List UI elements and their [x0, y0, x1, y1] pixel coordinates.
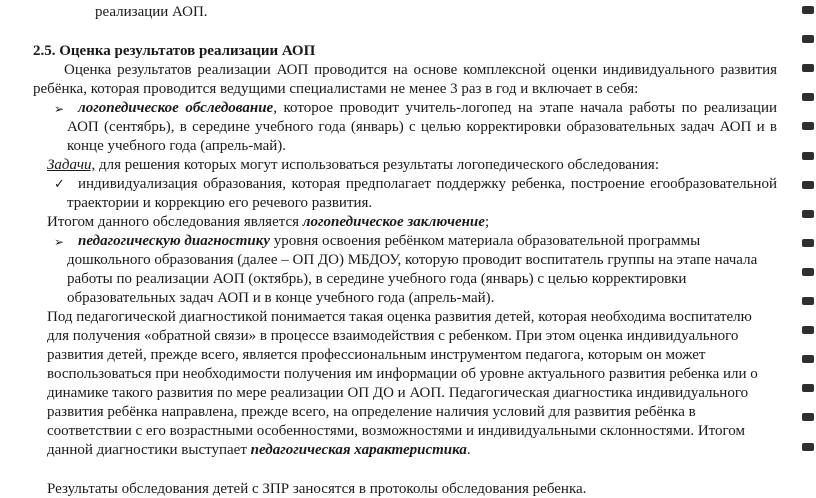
edge-artifact-mark	[802, 122, 814, 130]
edge-artifact-mark	[802, 210, 814, 218]
edge-artifact-mark	[802, 181, 814, 189]
text-run: .	[466, 442, 471, 458]
text-run: педагогическую диагностику	[78, 233, 271, 249]
paragraph-tasks-line	[47, 156, 777, 175]
text-run: ;	[484, 214, 490, 230]
text-run: Итогом данного обследования является	[47, 214, 303, 230]
edge-artifact-mark	[802, 6, 814, 14]
text-run: Оценка результатов реализации АОП проводится на основе комплексной оценки индивидуального развития ребёнка, которая проводится ведущими специалистами не менее 3 раз в год и включает в себя:	[33, 62, 777, 97]
edge-artifact-mark	[802, 413, 814, 421]
document-content	[0, 3, 816, 498]
text-run: реализации АОП.	[95, 4, 208, 20]
paragraph-pedagogical-diagnostics-paragraph	[47, 308, 777, 460]
text-run: Результаты обследования детей с ЗПР заносятся в протоколы обследования ребенка.	[47, 481, 587, 497]
text-run: 2.5. Оценка результатов реализации АОП	[33, 43, 316, 59]
text-run: , которое проводит учитель-логопед на этапе начала работы по реализации АОП (сентябрь), в середине учебного года (январь) с целью корректировки образовательных задач АОП и в конце учебного года (апрель-май).	[67, 100, 778, 154]
paragraph-bullet-pedagogical-diagnostics	[54, 232, 777, 308]
paragraph-bullet-individualization	[54, 175, 777, 213]
paragraph-previous-paragraph-tail	[95, 3, 777, 22]
edge-artifact-mark	[802, 355, 814, 363]
edge-artifact-mark	[802, 239, 814, 247]
edge-artifact-mark	[802, 268, 814, 276]
arrow-bullet-icon: ➢	[54, 235, 65, 249]
edge-artifact-mark	[802, 64, 814, 72]
text-run: Под педагогической диагностикой понимается такая оценка развития детей, которая необходима воспитателю для получения «обратной связи» в процессе взаимодействия с ребенком. При этом оценка индивидуального развития детей, прежде всего, является профессиональным инструментом педагога, которым он может воспользоваться при необходимости получения им информации об уровне актуального развития ребенка или о динамике такого развития по мере реализации ОП ДО и АОП. Педагогическая диагностика индивидуального развития ребёнка направлена, прежде всего, на определение наличия условий для развития ребёнка в соответствии с его возрастными особенностями, возможностями и индивидуальными склонностями. Итогом данной диагностики выступает	[47, 309, 758, 458]
text-run: логопедическое обследование	[78, 100, 274, 116]
text-run: уровня освоения ребёнком материала образовательной программы дошкольного образования (далее – ОП ДО) МБДОУ, которую проводит воспитатель группы на этапе начала работы по реализации АОП (октябрь), в середине учебного года (январь) с целью корректировки образовательных задач АОП и в конце учебного года (апрель-май).	[67, 233, 758, 306]
paragraph-zpr-protocols-line	[47, 480, 777, 498]
text-run: для решения которых могут использоваться результаты логопедического обследования:	[95, 157, 659, 173]
edge-artifact-mark	[802, 152, 814, 160]
text-run: индивидуализация образования, которая предполагает поддержку ребенка, построение егообразовательной траектории и коррекцию его речевого развития.	[67, 176, 777, 211]
paragraph-examination-result-line	[47, 213, 777, 232]
text-run: логопедическое заключение	[302, 214, 485, 230]
arrow-bullet-icon: ➢	[54, 102, 65, 116]
edge-artifact-mark	[802, 297, 814, 305]
edge-artifact-mark	[802, 384, 814, 392]
paragraph-bullet-logoped-examination	[54, 99, 778, 156]
text-run: Задачи,	[47, 157, 96, 173]
edge-artifact-mark	[802, 93, 814, 101]
edge-artifact-mark	[802, 443, 814, 451]
paragraph-section-heading	[33, 42, 777, 61]
paragraph-intro-paragraph	[33, 61, 777, 99]
edge-artifact-mark	[802, 35, 814, 43]
text-run: педагогическая характеристика	[250, 442, 467, 458]
edge-artifact-mark	[802, 326, 814, 334]
check-bullet-icon: ✓	[54, 177, 65, 192]
